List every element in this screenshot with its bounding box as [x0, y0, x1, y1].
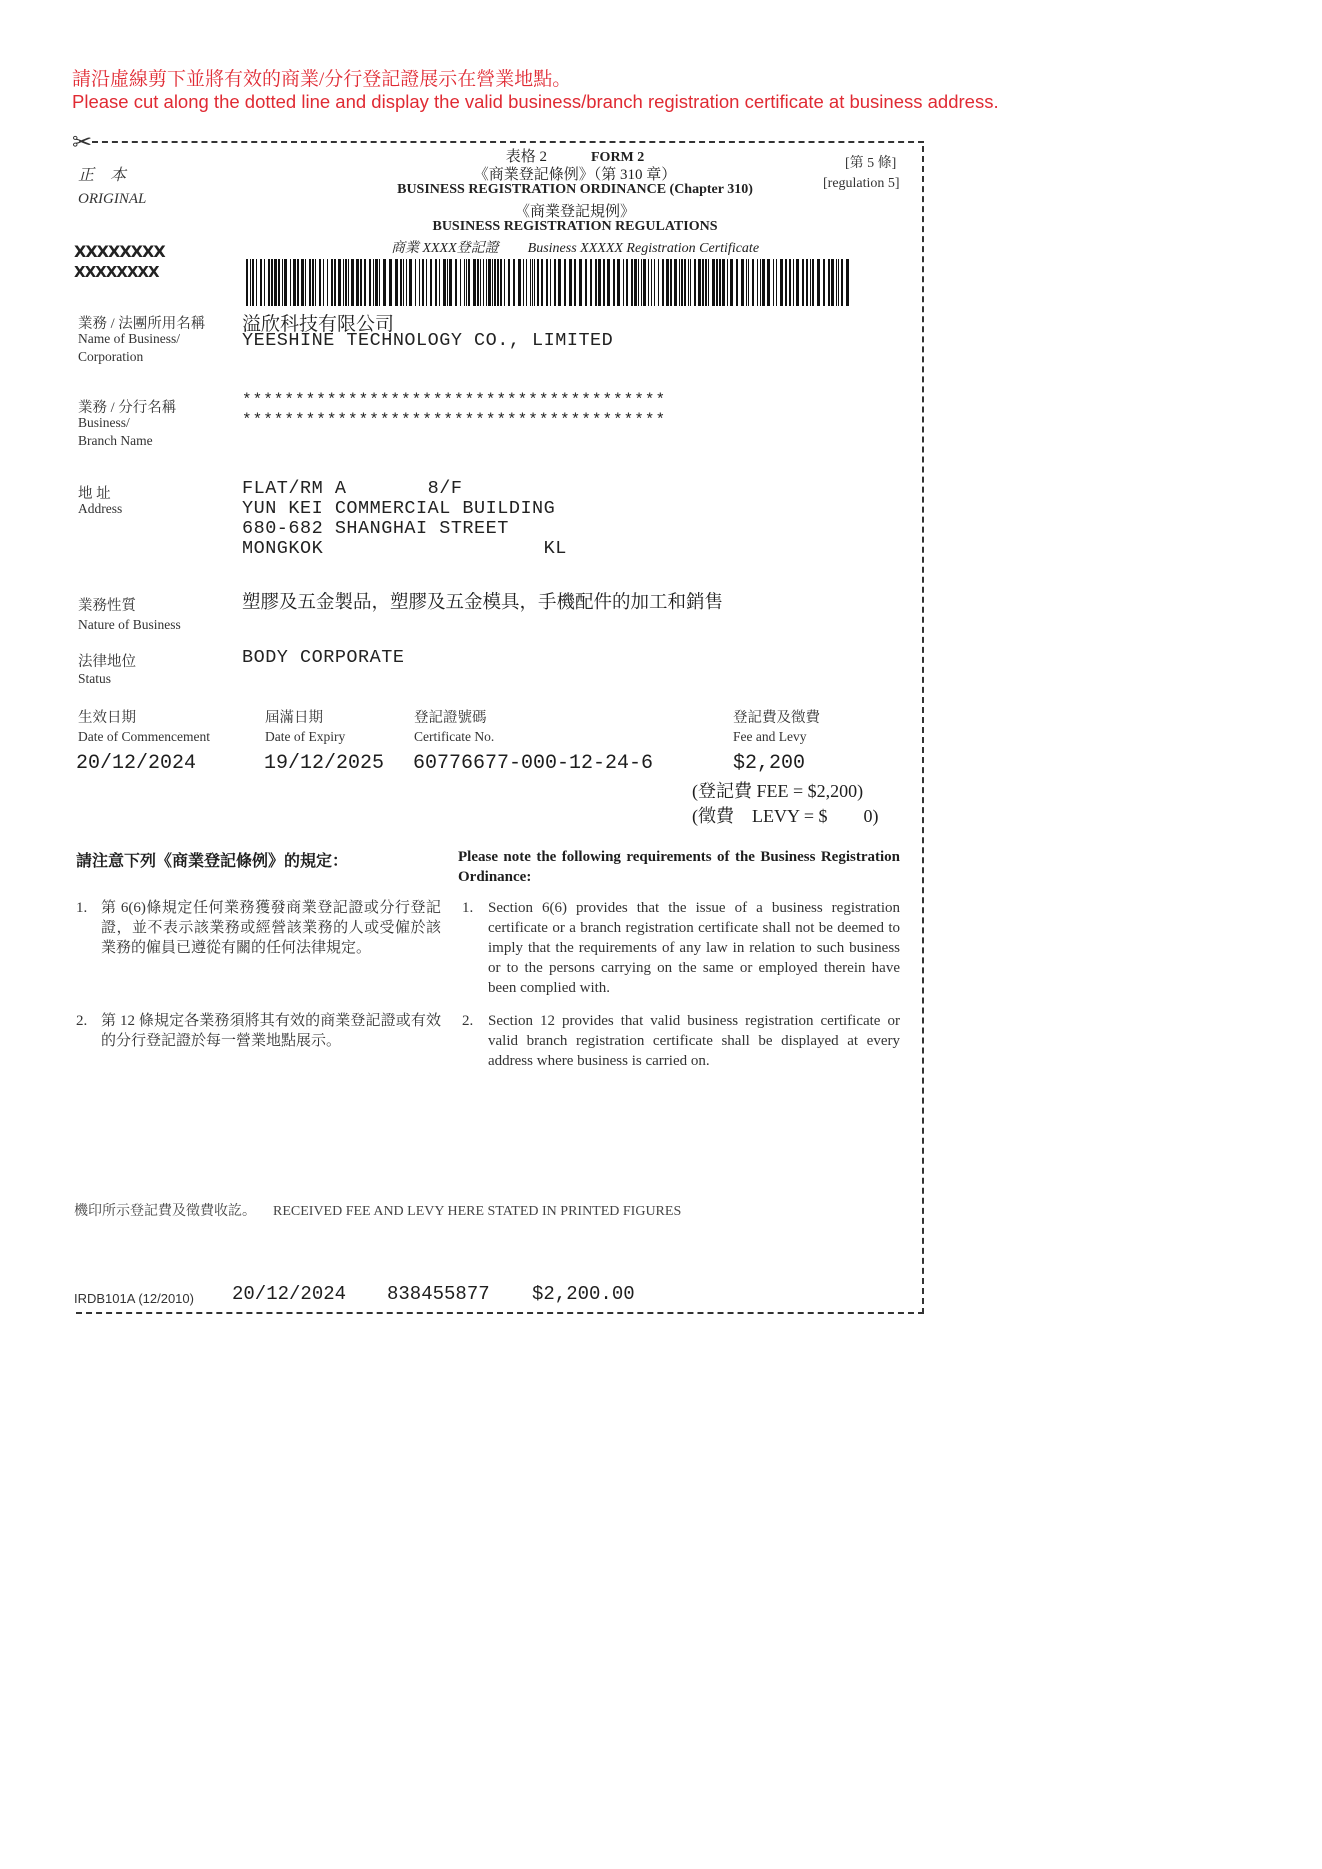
fee-label-chinese: 登記費及徵費 [733, 710, 820, 726]
cut-instruction-chinese: 請沿虛線剪下並將有效的商業/分行登記證展示在營業地點。 [72, 69, 572, 90]
certificate-number: 60776677-000-12-24-6 [413, 752, 654, 775]
commencement-label-english: Date of Commencement [78, 729, 210, 744]
nature-of-business-label-chinese: 業務性質 [78, 598, 136, 614]
scissors-icon: ✂ [72, 128, 93, 156]
business-name-chinese: 溢欣科技有限公司 [242, 314, 395, 335]
cut-line-right [922, 146, 924, 1314]
barcode [246, 259, 850, 306]
address-line-1: FLAT/RM A 8/F [242, 478, 463, 499]
form-code: IRDB101A (12/2010) [74, 1291, 194, 1306]
branch-name-label-english-1: Business/ [78, 415, 130, 430]
address-label-english: Address [78, 501, 123, 516]
address-line-4: MONGKOK KL [242, 538, 567, 559]
nature-of-business-value: 塑膠及五金製品，塑膠及五金模具，手機配件的加工和銷售 [242, 593, 724, 613]
certificate-title [0, 237, 1150, 257]
commencement-date: 20/12/2024 [76, 752, 197, 775]
fee-total: $2,200 [733, 752, 806, 775]
receipt-statement [74, 1200, 681, 1220]
branch-name-line-1: **************************************** [242, 391, 667, 409]
address-line-2: YUN KEI COMMERCIAL BUILDING [242, 498, 556, 519]
business-name-label-english-1: Name of Business/ [78, 331, 180, 346]
original-label-english: ORIGINAL [78, 191, 147, 207]
original-label-chinese: 正 本 [78, 167, 127, 184]
receipt-amount: $2,200.00 [532, 1283, 635, 1305]
note-1-number-english: 1. [462, 900, 474, 916]
branch-name-label-chinese: 業務 / 分行名稱 [78, 400, 177, 416]
address-label-chinese: 地 址 [78, 486, 111, 502]
regulations-english: BUSINESS REGISTRATION REGULATIONS [432, 219, 718, 234]
form-number-english: FORM 2 [591, 150, 645, 165]
receipt-statement-chinese: 機印所示登記費及徵費收訖。 [74, 1204, 256, 1219]
status-label-chinese: 法律地位 [78, 654, 136, 670]
regulation-reference-chinese: [第 5 條] [845, 156, 897, 171]
certificate-number-label-english: Certificate No. [414, 729, 495, 744]
expiry-label-english: Date of Expiry [265, 729, 346, 744]
fee-breakdown-registration: (登記費 FEE = $2,200) [692, 781, 864, 801]
business-name-label-chinese: 業務 / 法團所用名稱 [78, 316, 206, 332]
cut-line-top [92, 141, 924, 143]
address-line-3: 680-682 SHANGHAI STREET [242, 518, 509, 539]
regulations-chinese: 《商業登記規例》 [514, 204, 635, 220]
branch-name-line-2: **************************************** [242, 411, 667, 429]
form-number-chinese: 表格 2 [505, 149, 547, 165]
receipt-statement-english: RECEIVED FEE AND LEVY HERE STATED IN PRINTED FIGURES [273, 1204, 682, 1219]
note-1-english: Section 6(6) provides that the issue of a business registration certificate or a branch registration certificate shall not be deemed to imply that the requirements of any law in relation to such business or to the persons carrying on the same or employed therein have been complied with. [488, 900, 900, 996]
notes-title-english: Please note the following requirements of the Business Registration Ordinance: [458, 849, 900, 885]
receipt-number: 838455877 [387, 1283, 490, 1305]
redacted-code-line-1: XXXXXXXX [74, 242, 165, 261]
note-2-number-chinese: 2. [76, 1013, 88, 1029]
certificate-title-chinese: 商業 XXXX登記證 [390, 241, 499, 256]
note-2-english: Section 12 provides that valid business registration certificate or valid branch registration certificate shall be displayed at every address where business is carried on. [488, 1013, 900, 1069]
ordinance-english: BUSINESS REGISTRATION ORDINANCE (Chapter 310) [397, 182, 753, 197]
nature-of-business-label-english: Nature of Business [78, 617, 181, 632]
commencement-label-chinese: 生效日期 [78, 710, 136, 726]
business-name-english: YEESHINE TECHNOLOGY CO., LIMITED [242, 330, 614, 351]
business-name-label-english-2: Corporation [78, 349, 144, 364]
status-label-english: Status [78, 671, 112, 686]
certificate-title-english: Business XXXXX Registration Certificate [527, 241, 760, 256]
note-1-number-chinese: 1. [76, 900, 88, 916]
receipt-date: 20/12/2024 [232, 1283, 347, 1305]
certificate-number-label-chinese: 登記證號碼 [414, 710, 487, 726]
note-2-number-english: 2. [462, 1013, 474, 1029]
regulation-reference-english: [regulation 5] [823, 176, 900, 191]
fee-label-english: Fee and Levy [733, 729, 807, 744]
note-1-chinese: 第 6(6)條規定任何業務獲發商業登記證或分行登記證，並不表示該業務或經營該業務的人或受僱於該業務的僱員已遵從有關的任何法律規定。 [101, 900, 441, 956]
status-value: BODY CORPORATE [242, 647, 405, 668]
ordinance-chinese: 《商業登記條例》（第 310 章） [473, 167, 677, 183]
notes-title-chinese: 請注意下列《商業登記條例》的規定： [76, 853, 349, 870]
expiry-date: 19/12/2025 [264, 752, 385, 775]
expiry-label-chinese: 屆滿日期 [265, 710, 323, 726]
note-2-chinese: 第 12 條規定各業務須將其有效的商業登記證或有效的分行登記證於每一營業地點展示。 [101, 1013, 441, 1049]
fee-breakdown-levy: (徵費 LEVY = $ 0) [692, 806, 879, 826]
redacted-code-line-2: XXXXXXXX [74, 263, 159, 281]
cut-instruction-english: Please cut along the dotted line and display the valid business/branch registration certificate at business address. [72, 91, 999, 112]
branch-name-label-english-2: Branch Name [78, 433, 153, 448]
cut-line-bottom [76, 1312, 924, 1314]
